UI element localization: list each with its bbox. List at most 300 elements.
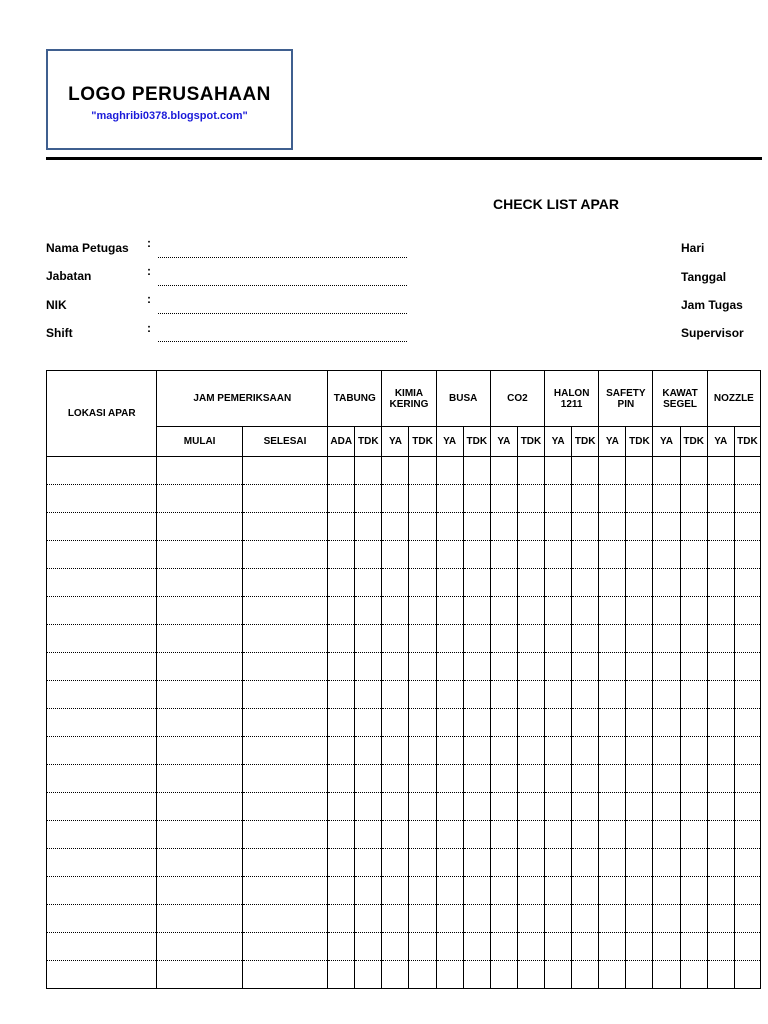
- table-cell[interactable]: [599, 905, 626, 933]
- table-cell[interactable]: [653, 653, 680, 681]
- table-cell[interactable]: [436, 709, 463, 737]
- table-cell[interactable]: [409, 765, 436, 793]
- table-cell[interactable]: [157, 849, 242, 877]
- table-cell[interactable]: [157, 877, 242, 905]
- table-cell[interactable]: [436, 821, 463, 849]
- table-cell[interactable]: [47, 905, 157, 933]
- table-cell[interactable]: [463, 877, 490, 905]
- table-cell[interactable]: [517, 821, 544, 849]
- table-cell[interactable]: [436, 737, 463, 765]
- table-cell[interactable]: [680, 457, 707, 485]
- table-cell[interactable]: [409, 541, 436, 569]
- table-cell[interactable]: [545, 793, 572, 821]
- table-cell[interactable]: [545, 457, 572, 485]
- table-cell[interactable]: [242, 961, 327, 989]
- table-cell[interactable]: [328, 569, 355, 597]
- table-cell[interactable]: [463, 765, 490, 793]
- table-cell[interactable]: [382, 457, 409, 485]
- table-cell[interactable]: [328, 625, 355, 653]
- table-cell[interactable]: [382, 849, 409, 877]
- table-cell[interactable]: [599, 849, 626, 877]
- table-cell[interactable]: [626, 737, 653, 765]
- table-cell[interactable]: [653, 541, 680, 569]
- table-cell[interactable]: [626, 709, 653, 737]
- field-line-nik[interactable]: [158, 313, 407, 314]
- table-cell[interactable]: [734, 681, 760, 709]
- table-cell[interactable]: [599, 877, 626, 905]
- table-cell[interactable]: [463, 821, 490, 849]
- table-cell[interactable]: [463, 933, 490, 961]
- table-cell[interactable]: [242, 457, 327, 485]
- table-cell[interactable]: [382, 485, 409, 513]
- table-cell[interactable]: [355, 737, 382, 765]
- table-cell[interactable]: [157, 793, 242, 821]
- table-cell[interactable]: [355, 457, 382, 485]
- table-cell[interactable]: [653, 849, 680, 877]
- table-cell[interactable]: [653, 569, 680, 597]
- table-cell[interactable]: [545, 709, 572, 737]
- table-cell[interactable]: [734, 793, 760, 821]
- table-cell[interactable]: [328, 877, 355, 905]
- table-cell[interactable]: [626, 877, 653, 905]
- table-cell[interactable]: [463, 513, 490, 541]
- table-cell[interactable]: [355, 597, 382, 625]
- table-cell[interactable]: [680, 681, 707, 709]
- table-cell[interactable]: [653, 821, 680, 849]
- table-cell[interactable]: [545, 905, 572, 933]
- table-cell[interactable]: [707, 793, 734, 821]
- table-cell[interactable]: [157, 737, 242, 765]
- table-cell[interactable]: [436, 457, 463, 485]
- table-cell[interactable]: [545, 625, 572, 653]
- table-cell[interactable]: [382, 905, 409, 933]
- table-cell[interactable]: [242, 877, 327, 905]
- table-cell[interactable]: [328, 765, 355, 793]
- table-cell[interactable]: [355, 709, 382, 737]
- table-cell[interactable]: [572, 681, 599, 709]
- table-cell[interactable]: [242, 737, 327, 765]
- table-cell[interactable]: [734, 821, 760, 849]
- table-cell[interactable]: [626, 653, 653, 681]
- table-cell[interactable]: [707, 709, 734, 737]
- table-cell[interactable]: [242, 569, 327, 597]
- table-cell[interactable]: [572, 933, 599, 961]
- table-cell[interactable]: [599, 485, 626, 513]
- table-cell[interactable]: [436, 653, 463, 681]
- table-cell[interactable]: [517, 709, 544, 737]
- table-cell[interactable]: [707, 737, 734, 765]
- table-cell[interactable]: [680, 905, 707, 933]
- table-cell[interactable]: [572, 765, 599, 793]
- table-cell[interactable]: [47, 485, 157, 513]
- table-cell[interactable]: [734, 905, 760, 933]
- table-cell[interactable]: [545, 569, 572, 597]
- table-cell[interactable]: [707, 513, 734, 541]
- table-cell[interactable]: [382, 625, 409, 653]
- table-cell[interactable]: [463, 905, 490, 933]
- table-cell[interactable]: [572, 569, 599, 597]
- table-cell[interactable]: [517, 541, 544, 569]
- table-cell[interactable]: [355, 485, 382, 513]
- table-cell[interactable]: [734, 737, 760, 765]
- table-cell[interactable]: [707, 877, 734, 905]
- table-cell[interactable]: [463, 485, 490, 513]
- table-cell[interactable]: [707, 765, 734, 793]
- table-cell[interactable]: [653, 457, 680, 485]
- table-cell[interactable]: [626, 905, 653, 933]
- table-cell[interactable]: [572, 877, 599, 905]
- table-cell[interactable]: [599, 821, 626, 849]
- table-cell[interactable]: [626, 513, 653, 541]
- table-cell[interactable]: [626, 821, 653, 849]
- table-cell[interactable]: [436, 905, 463, 933]
- table-cell[interactable]: [436, 877, 463, 905]
- table-cell[interactable]: [707, 597, 734, 625]
- table-cell[interactable]: [382, 737, 409, 765]
- table-cell[interactable]: [242, 541, 327, 569]
- table-cell[interactable]: [409, 961, 436, 989]
- table-cell[interactable]: [626, 597, 653, 625]
- table-cell[interactable]: [572, 541, 599, 569]
- table-cell[interactable]: [490, 625, 517, 653]
- table-cell[interactable]: [653, 961, 680, 989]
- table-cell[interactable]: [653, 513, 680, 541]
- table-cell[interactable]: [463, 625, 490, 653]
- table-cell[interactable]: [707, 457, 734, 485]
- table-cell[interactable]: [626, 457, 653, 485]
- table-cell[interactable]: [626, 793, 653, 821]
- table-cell[interactable]: [242, 485, 327, 513]
- field-line-shift[interactable]: [158, 341, 407, 342]
- table-cell[interactable]: [680, 485, 707, 513]
- table-cell[interactable]: [707, 485, 734, 513]
- table-cell[interactable]: [490, 653, 517, 681]
- table-cell[interactable]: [242, 933, 327, 961]
- table-cell[interactable]: [355, 821, 382, 849]
- table-cell[interactable]: [436, 933, 463, 961]
- table-cell[interactable]: [734, 457, 760, 485]
- table-cell[interactable]: [157, 681, 242, 709]
- table-cell[interactable]: [47, 849, 157, 877]
- table-cell[interactable]: [328, 513, 355, 541]
- table-cell[interactable]: [680, 513, 707, 541]
- table-cell[interactable]: [680, 709, 707, 737]
- table-cell[interactable]: [242, 653, 327, 681]
- table-cell[interactable]: [409, 457, 436, 485]
- table-cell[interactable]: [545, 849, 572, 877]
- table-cell[interactable]: [680, 597, 707, 625]
- table-cell[interactable]: [707, 625, 734, 653]
- table-cell[interactable]: [355, 765, 382, 793]
- table-cell[interactable]: [517, 597, 544, 625]
- table-cell[interactable]: [680, 933, 707, 961]
- table-cell[interactable]: [242, 709, 327, 737]
- table-cell[interactable]: [436, 849, 463, 877]
- table-cell[interactable]: [626, 681, 653, 709]
- table-cell[interactable]: [734, 541, 760, 569]
- table-cell[interactable]: [572, 625, 599, 653]
- table-cell[interactable]: [653, 737, 680, 765]
- table-cell[interactable]: [653, 877, 680, 905]
- table-cell[interactable]: [490, 541, 517, 569]
- table-cell[interactable]: [734, 877, 760, 905]
- table-cell[interactable]: [599, 457, 626, 485]
- table-cell[interactable]: [157, 485, 242, 513]
- field-line-jabatan[interactable]: [158, 285, 407, 286]
- table-cell[interactable]: [355, 541, 382, 569]
- table-cell[interactable]: [242, 765, 327, 793]
- table-cell[interactable]: [157, 541, 242, 569]
- table-cell[interactable]: [599, 793, 626, 821]
- table-cell[interactable]: [242, 905, 327, 933]
- table-cell[interactable]: [572, 457, 599, 485]
- table-cell[interactable]: [572, 597, 599, 625]
- table-cell[interactable]: [707, 541, 734, 569]
- table-cell[interactable]: [328, 737, 355, 765]
- table-cell[interactable]: [382, 653, 409, 681]
- table-cell[interactable]: [355, 513, 382, 541]
- table-cell[interactable]: [409, 625, 436, 653]
- table-cell[interactable]: [157, 933, 242, 961]
- table-cell[interactable]: [680, 821, 707, 849]
- table-cell[interactable]: [409, 793, 436, 821]
- table-cell[interactable]: [734, 597, 760, 625]
- table-cell[interactable]: [355, 849, 382, 877]
- table-cell[interactable]: [734, 625, 760, 653]
- table-cell[interactable]: [490, 457, 517, 485]
- table-cell[interactable]: [490, 821, 517, 849]
- table-cell[interactable]: [47, 765, 157, 793]
- table-cell[interactable]: [517, 457, 544, 485]
- table-cell[interactable]: [734, 513, 760, 541]
- table-cell[interactable]: [599, 569, 626, 597]
- table-cell[interactable]: [572, 905, 599, 933]
- table-cell[interactable]: [707, 933, 734, 961]
- table-cell[interactable]: [463, 737, 490, 765]
- table-cell[interactable]: [680, 737, 707, 765]
- table-cell[interactable]: [47, 457, 157, 485]
- table-cell[interactable]: [328, 905, 355, 933]
- table-cell[interactable]: [572, 821, 599, 849]
- table-cell[interactable]: [409, 709, 436, 737]
- table-cell[interactable]: [463, 681, 490, 709]
- table-cell[interactable]: [572, 653, 599, 681]
- table-cell[interactable]: [626, 849, 653, 877]
- table-cell[interactable]: [626, 765, 653, 793]
- table-cell[interactable]: [734, 933, 760, 961]
- table-cell[interactable]: [599, 737, 626, 765]
- table-cell[interactable]: [545, 485, 572, 513]
- table-cell[interactable]: [653, 597, 680, 625]
- table-cell[interactable]: [463, 961, 490, 989]
- table-cell[interactable]: [545, 933, 572, 961]
- table-cell[interactable]: [382, 597, 409, 625]
- table-cell[interactable]: [707, 961, 734, 989]
- table-cell[interactable]: [242, 625, 327, 653]
- table-cell[interactable]: [382, 541, 409, 569]
- table-cell[interactable]: [463, 709, 490, 737]
- table-cell[interactable]: [436, 961, 463, 989]
- table-cell[interactable]: [545, 653, 572, 681]
- table-cell[interactable]: [242, 513, 327, 541]
- table-cell[interactable]: [490, 849, 517, 877]
- table-cell[interactable]: [47, 821, 157, 849]
- table-cell[interactable]: [572, 849, 599, 877]
- table-cell[interactable]: [382, 765, 409, 793]
- table-cell[interactable]: [409, 597, 436, 625]
- table-cell[interactable]: [707, 569, 734, 597]
- table-cell[interactable]: [653, 625, 680, 653]
- table-cell[interactable]: [545, 961, 572, 989]
- table-cell[interactable]: [463, 849, 490, 877]
- table-cell[interactable]: [382, 793, 409, 821]
- table-cell[interactable]: [680, 541, 707, 569]
- table-cell[interactable]: [490, 597, 517, 625]
- table-cell[interactable]: [409, 569, 436, 597]
- table-cell[interactable]: [626, 961, 653, 989]
- table-cell[interactable]: [382, 513, 409, 541]
- table-cell[interactable]: [242, 821, 327, 849]
- table-cell[interactable]: [653, 681, 680, 709]
- table-cell[interactable]: [47, 961, 157, 989]
- table-cell[interactable]: [242, 681, 327, 709]
- table-cell[interactable]: [680, 569, 707, 597]
- table-cell[interactable]: [599, 933, 626, 961]
- table-cell[interactable]: [626, 541, 653, 569]
- table-cell[interactable]: [355, 933, 382, 961]
- table-cell[interactable]: [490, 513, 517, 541]
- table-cell[interactable]: [734, 765, 760, 793]
- table-cell[interactable]: [517, 513, 544, 541]
- table-cell[interactable]: [517, 961, 544, 989]
- table-cell[interactable]: [463, 793, 490, 821]
- table-cell[interactable]: [328, 597, 355, 625]
- table-cell[interactable]: [517, 653, 544, 681]
- table-cell[interactable]: [409, 821, 436, 849]
- table-cell[interactable]: [382, 961, 409, 989]
- table-cell[interactable]: [734, 653, 760, 681]
- table-cell[interactable]: [599, 597, 626, 625]
- table-cell[interactable]: [409, 681, 436, 709]
- table-cell[interactable]: [599, 681, 626, 709]
- table-cell[interactable]: [653, 905, 680, 933]
- table-cell[interactable]: [409, 877, 436, 905]
- table-cell[interactable]: [328, 485, 355, 513]
- table-cell[interactable]: [157, 961, 242, 989]
- table-cell[interactable]: [599, 513, 626, 541]
- table-cell[interactable]: [545, 541, 572, 569]
- table-cell[interactable]: [517, 569, 544, 597]
- table-cell[interactable]: [328, 961, 355, 989]
- table-cell[interactable]: [517, 877, 544, 905]
- table-cell[interactable]: [626, 485, 653, 513]
- table-cell[interactable]: [47, 681, 157, 709]
- table-cell[interactable]: [734, 849, 760, 877]
- table-cell[interactable]: [707, 905, 734, 933]
- table-cell[interactable]: [436, 569, 463, 597]
- table-cell[interactable]: [545, 765, 572, 793]
- table-cell[interactable]: [47, 653, 157, 681]
- table-cell[interactable]: [436, 625, 463, 653]
- table-cell[interactable]: [382, 877, 409, 905]
- table-cell[interactable]: [328, 933, 355, 961]
- table-cell[interactable]: [157, 653, 242, 681]
- table-cell[interactable]: [517, 681, 544, 709]
- table-cell[interactable]: [382, 569, 409, 597]
- table-cell[interactable]: [490, 569, 517, 597]
- table-cell[interactable]: [409, 905, 436, 933]
- table-cell[interactable]: [157, 457, 242, 485]
- table-cell[interactable]: [599, 541, 626, 569]
- table-cell[interactable]: [572, 485, 599, 513]
- table-cell[interactable]: [463, 653, 490, 681]
- table-cell[interactable]: [409, 653, 436, 681]
- table-cell[interactable]: [382, 709, 409, 737]
- table-cell[interactable]: [463, 541, 490, 569]
- table-cell[interactable]: [599, 961, 626, 989]
- table-cell[interactable]: [653, 485, 680, 513]
- table-cell[interactable]: [355, 681, 382, 709]
- table-cell[interactable]: [572, 709, 599, 737]
- table-cell[interactable]: [626, 625, 653, 653]
- table-cell[interactable]: [599, 625, 626, 653]
- table-cell[interactable]: [517, 765, 544, 793]
- table-cell[interactable]: [545, 821, 572, 849]
- table-cell[interactable]: [157, 905, 242, 933]
- table-cell[interactable]: [490, 961, 517, 989]
- table-cell[interactable]: [328, 793, 355, 821]
- table-cell[interactable]: [328, 653, 355, 681]
- table-cell[interactable]: [157, 821, 242, 849]
- table-cell[interactable]: [47, 877, 157, 905]
- table-cell[interactable]: [517, 625, 544, 653]
- table-cell[interactable]: [517, 849, 544, 877]
- table-cell[interactable]: [463, 597, 490, 625]
- table-cell[interactable]: [47, 709, 157, 737]
- table-cell[interactable]: [490, 765, 517, 793]
- table-cell[interactable]: [517, 737, 544, 765]
- table-cell[interactable]: [653, 709, 680, 737]
- table-cell[interactable]: [680, 625, 707, 653]
- table-cell[interactable]: [436, 681, 463, 709]
- table-cell[interactable]: [436, 513, 463, 541]
- table-cell[interactable]: [653, 765, 680, 793]
- table-cell[interactable]: [517, 485, 544, 513]
- table-cell[interactable]: [707, 849, 734, 877]
- table-cell[interactable]: [436, 597, 463, 625]
- table-cell[interactable]: [355, 905, 382, 933]
- table-cell[interactable]: [545, 877, 572, 905]
- table-cell[interactable]: [355, 569, 382, 597]
- table-cell[interactable]: [157, 513, 242, 541]
- table-cell[interactable]: [47, 541, 157, 569]
- table-cell[interactable]: [355, 961, 382, 989]
- table-cell[interactable]: [707, 653, 734, 681]
- table-cell[interactable]: [572, 793, 599, 821]
- table-cell[interactable]: [242, 793, 327, 821]
- table-cell[interactable]: [680, 765, 707, 793]
- table-cell[interactable]: [680, 877, 707, 905]
- table-cell[interactable]: [157, 569, 242, 597]
- table-cell[interactable]: [436, 765, 463, 793]
- table-cell[interactable]: [599, 709, 626, 737]
- table-cell[interactable]: [355, 653, 382, 681]
- table-cell[interactable]: [626, 569, 653, 597]
- table-cell[interactable]: [680, 653, 707, 681]
- table-cell[interactable]: [157, 709, 242, 737]
- table-cell[interactable]: [653, 933, 680, 961]
- table-cell[interactable]: [734, 961, 760, 989]
